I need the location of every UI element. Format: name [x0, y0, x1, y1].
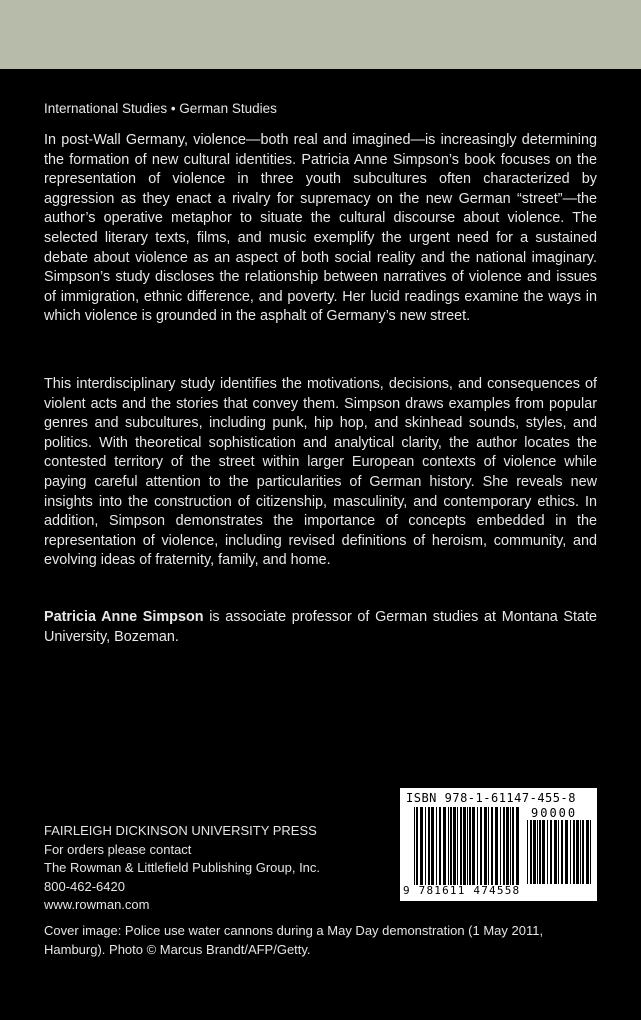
barcode-bar	[586, 820, 589, 884]
barcode-bar	[542, 820, 545, 884]
barcode-bar	[516, 807, 519, 885]
author-name: Patricia Anne Simpson	[44, 609, 204, 625]
barcode-bar	[554, 820, 557, 884]
description-paragraph: This interdisciplinary study identifies the motivations, decisions, and consequences of violent acts and the stories that convey them. Simpson draws examples from popular genres and subcultures, including punk, hip hop, and skinhead sounds, styles, and politics. With theoretical sophistication and analytical clarity, the author locates the contested territory of the street within larger European contexts of violence while paying careful attention to the particularities of German history. She reveals new insights into the construction of citizenship, masculinity, and contemporary ethics. In addition, Simpson demonstrates the importance of concepts embedded in the representation of violence, including revised definitions of heroism, community, and evolving ideas of fraternity, family, and home.	[44, 376, 597, 569]
barcode-bar	[472, 807, 475, 885]
barcode-bar	[450, 807, 452, 885]
barcode-bar	[484, 807, 487, 885]
isbn-text: ISBN 978-1-61147-455-8	[406, 791, 576, 805]
barcode-bar	[582, 820, 584, 884]
isbn-barcode	[400, 788, 597, 901]
barcode-bar	[512, 807, 514, 885]
author-bio-text: is associate professor of German studies at Montana State University, Bozeman.	[44, 609, 597, 645]
barcode-bar	[436, 807, 437, 885]
barcode-bar	[550, 820, 552, 884]
barcode-bar	[420, 807, 423, 885]
barcode-bar	[425, 807, 426, 885]
barcode-bar	[539, 820, 541, 884]
cover-color-band	[0, 0, 641, 69]
barcode-bar	[416, 807, 418, 885]
barcode-bar	[506, 807, 509, 885]
barcode-bar	[439, 807, 441, 885]
barcode-bar	[573, 820, 575, 884]
barcode-bar	[510, 807, 511, 885]
publisher-block	[44, 822, 320, 915]
barcode-bar	[460, 807, 462, 885]
barcode-bar	[561, 820, 563, 884]
barcode-addon-bars	[527, 820, 591, 884]
website: www.rowman.com	[44, 897, 150, 912]
barcode-bar	[469, 807, 471, 885]
barcode-bar	[488, 807, 489, 885]
barcode-bar	[500, 807, 501, 885]
barcode-bar	[467, 807, 468, 885]
barcode-bar	[576, 820, 579, 884]
barcode-bar	[565, 820, 568, 884]
description-paragraph: In post-Wall Germany, violence—both real and imagined—is increasingly determining the formation of new cultural identities. Patricia Anne Simpson’s book focuses on the representation of violence in three youth subcultures often characterized by aggression as they enact a rivalry for supremacy on the new German “street”—the author’s operative metaphor to situate the cultural discourse about violence. The selected literary texts, films, and music exemplify the urgent need for a sustained debate about violence as an aspect of both social reality and the national imaginary. Simpson’s study discloses the relationship between narratives of violence and issues of immigration, ethnic difference, and poverty. Her lucid readings examine the ways in which violence is grounded in the asphalt of Germany’s new street.	[44, 132, 597, 325]
barcode-bar	[443, 807, 446, 885]
distributor-name: The Rowman & Littlefield Publishing Group, Inc.	[44, 860, 321, 875]
barcode-bar	[527, 820, 528, 884]
barcode-bar	[428, 807, 430, 885]
barcode-bar	[503, 807, 505, 885]
cover-credit: Cover image: Police use water cannons during a May Day demonstration (1 May 2011, Hamburg). Photo © Marcus Brandt/AFP/Getty.	[44, 923, 544, 957]
barcode-bar	[480, 807, 482, 885]
barcode-bar	[570, 820, 571, 884]
barcode-number: 9 781611 474558	[403, 884, 521, 897]
barcode-bar	[495, 807, 498, 885]
barcode-bar	[414, 807, 415, 885]
barcode-bar	[491, 807, 493, 885]
publisher-name: FAIRLEIGH DICKINSON UNIVERSITY PRESS	[44, 823, 317, 838]
barcode-bar	[530, 820, 532, 884]
barcode-bar	[448, 807, 449, 885]
price-code: 90000	[531, 806, 578, 820]
barcode-bar	[431, 807, 434, 885]
barcode-bar	[453, 807, 456, 885]
orders-line: For orders please contact	[44, 841, 192, 857]
barcode-bar	[590, 820, 591, 884]
barcode-bar	[558, 820, 559, 884]
barcode-bars	[414, 807, 518, 885]
barcode-bar	[580, 820, 581, 884]
phone-number: 800-462-6420	[44, 878, 125, 894]
barcode-bar	[463, 807, 466, 885]
barcode-bar	[547, 820, 548, 884]
category-line: International Studies • German Studies	[44, 101, 277, 116]
barcode-bar	[457, 807, 458, 885]
barcode-bar	[533, 820, 536, 884]
author-bio	[44, 608, 597, 647]
barcode-bar	[477, 807, 478, 885]
barcode-bar	[537, 820, 538, 884]
